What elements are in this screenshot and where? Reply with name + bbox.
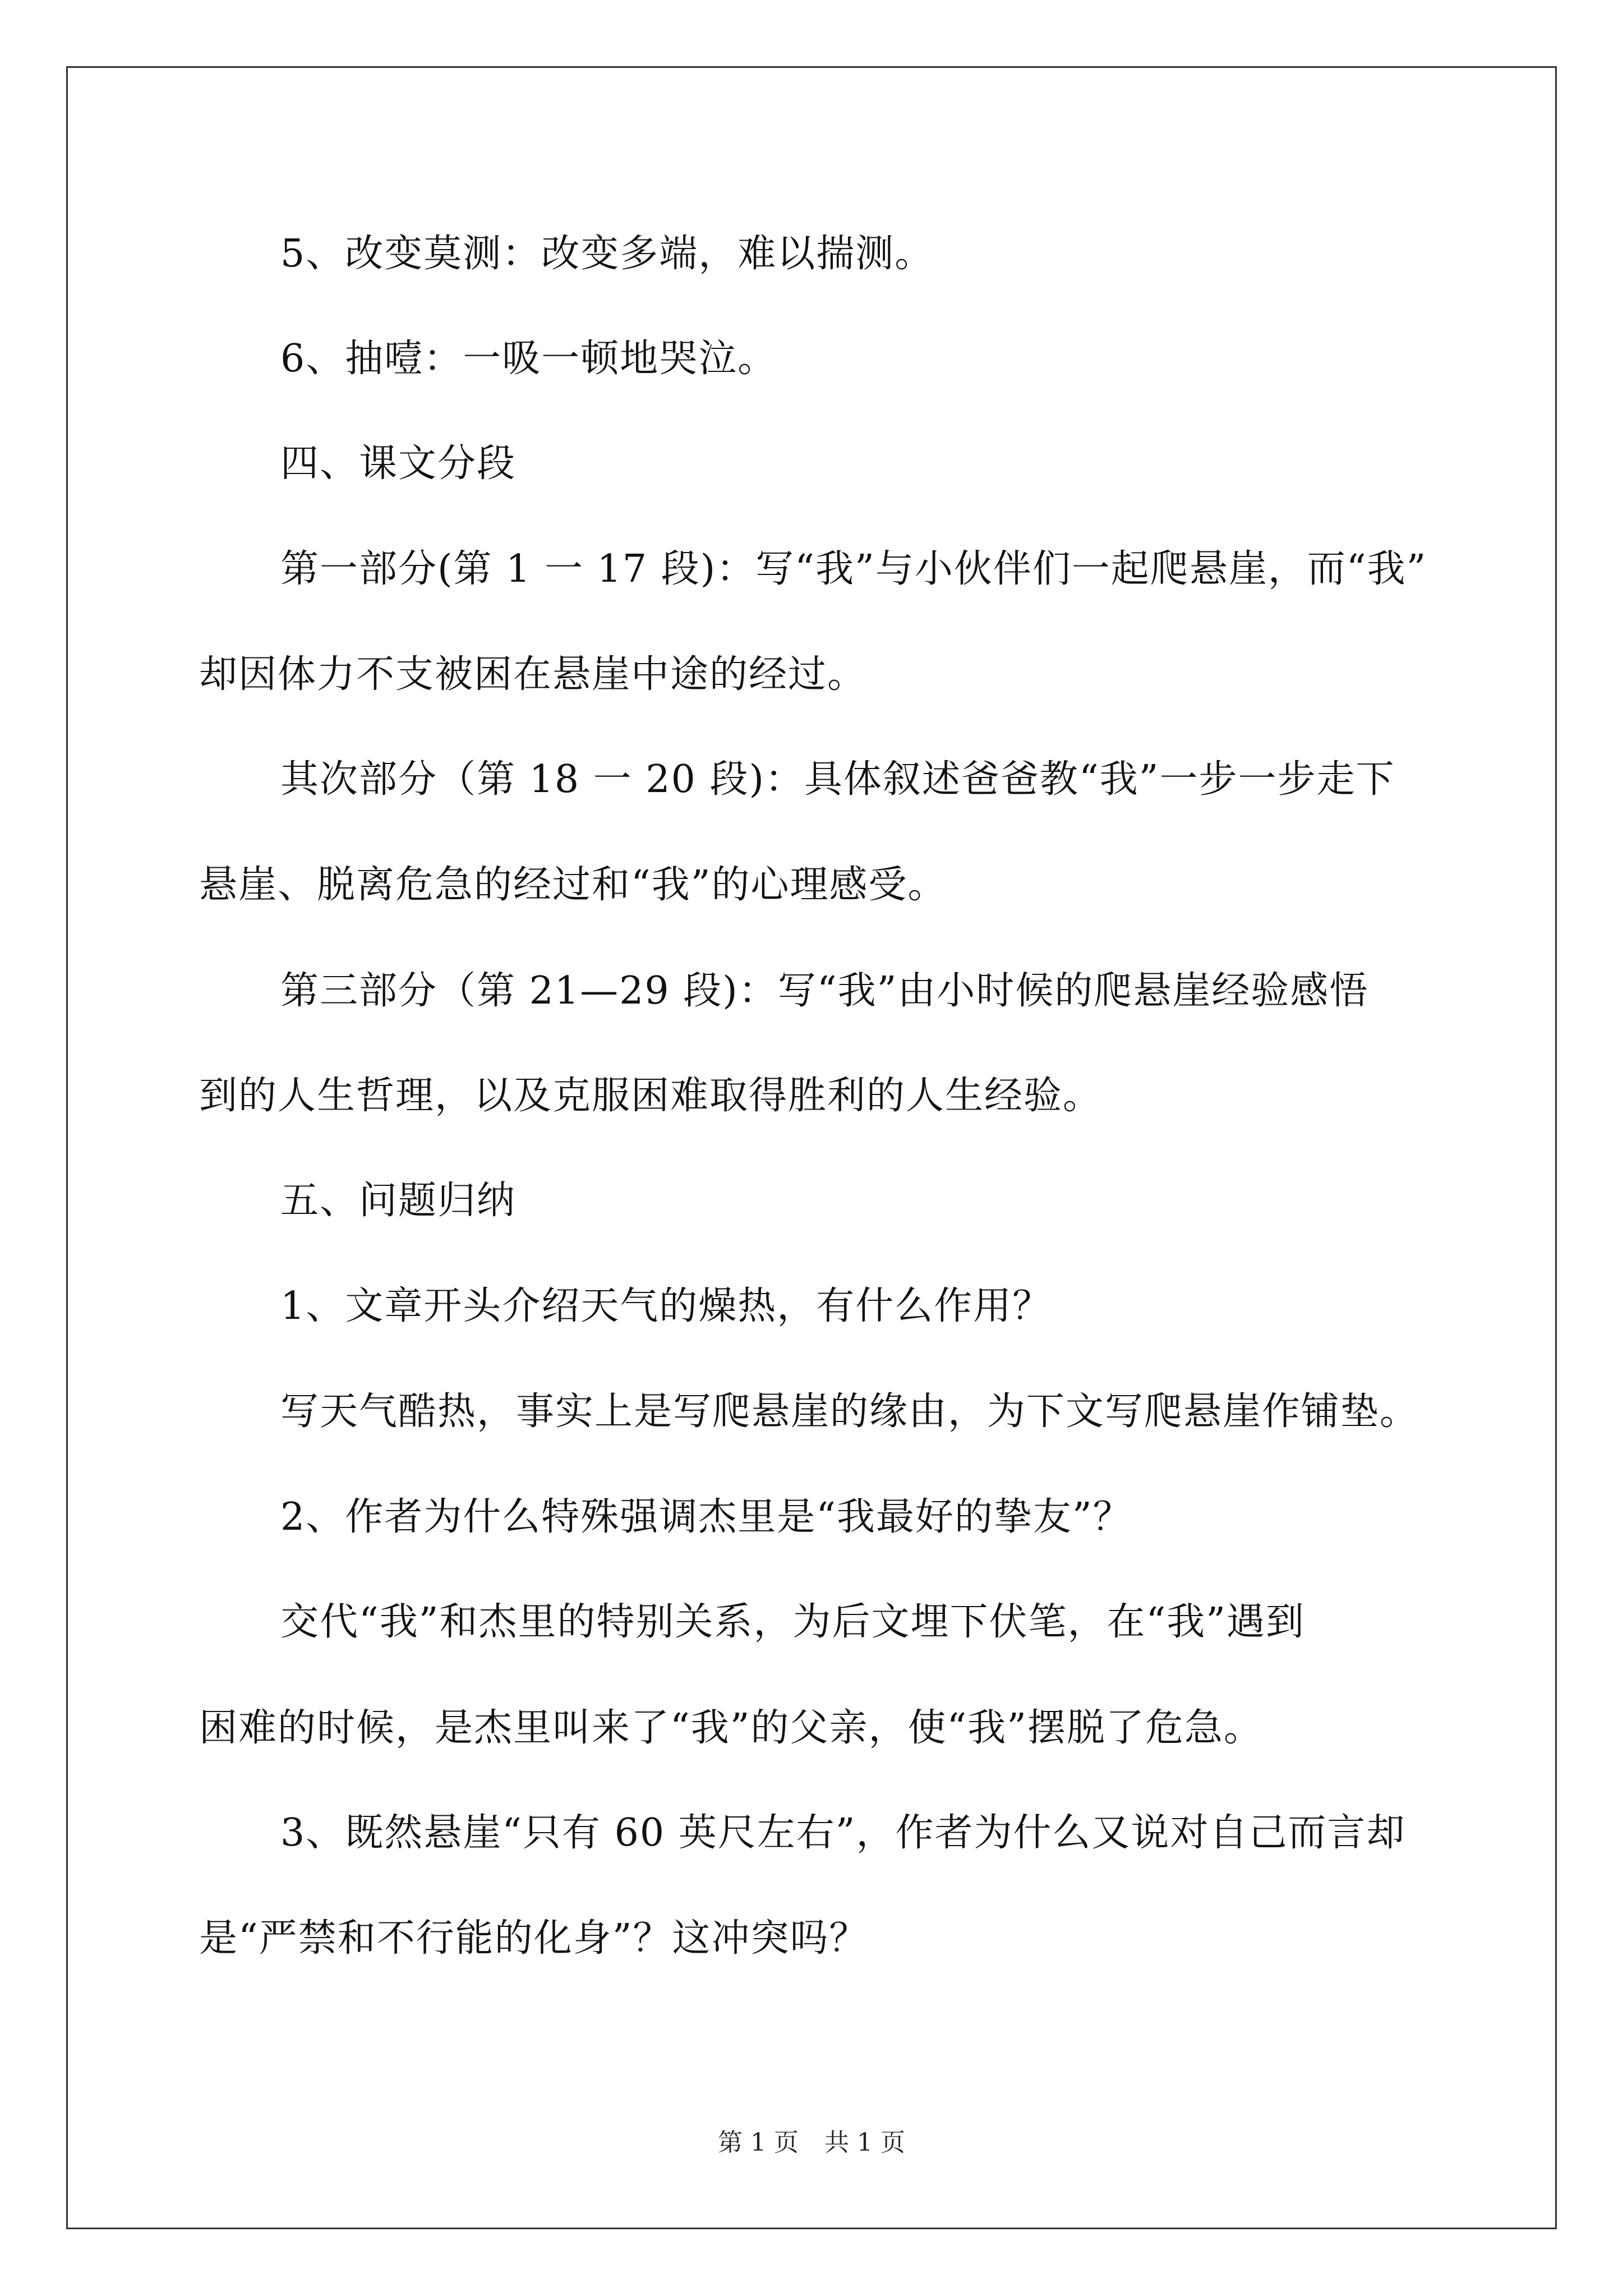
- text-line: 悬崖、脱离危急的经过和“我”的心理感受。: [199, 863, 947, 907]
- text-line: 第三部分（第 21—29 段)：写“我”由小时候的爬悬崖经验感悟: [280, 969, 1369, 1013]
- text-line: 其次部分（第 18 一 20 段)：具体叙述爸爸教“我”一步一步走下: [280, 757, 1395, 802]
- text-line: 到的人生哲理，以及克服困难取得胜利的人生经验。: [199, 1074, 1103, 1118]
- page-number: 第 1 页: [718, 2128, 799, 2157]
- text-line: 第一部分(第 1 一 17 段)：写“我”与小伙伴们一起爬悬崖，而“我”: [280, 547, 1427, 591]
- text-line: 5、改变莫测：改变多端，难以揣测。: [280, 232, 934, 276]
- text-line: 却因体力不支被困在悬崖中途的经过。: [199, 652, 867, 697]
- section-heading: 五、问题归纳: [280, 1179, 517, 1223]
- text-line: 困难的时候，是杰里叫来了“我”的父亲，使“我”摆脱了危急。: [199, 1706, 1264, 1750]
- text-line: 是“严禁和不行能的化身”？这冲突吗？: [199, 1916, 869, 1961]
- text-line: 3、既然悬崖“只有 60 英尺左右”，作者为什么又说对自己而言却: [280, 1811, 1406, 1855]
- text-line: 1、文章开头介绍天气的燥热，有什么作用？: [280, 1284, 1052, 1328]
- page-footer: [0, 2126, 1623, 2160]
- text-line: 6、抽噎：一吸一顿地哭泣。: [280, 337, 777, 381]
- text-line: 写天气酷热，事实上是写爬悬崖的缘由，为下文写爬悬崖作铺垫。: [280, 1389, 1419, 1434]
- text-line: 2、作者为什么特殊强调杰里是“我最好的挚友”？: [280, 1495, 1132, 1539]
- text-line: 交代“我”和杰里的特别关系，为后文埋下伏笔，在“我”遇到: [280, 1600, 1306, 1644]
- page-total: 共 1 页: [824, 2128, 905, 2157]
- section-heading: 四、课文分段: [280, 441, 517, 486]
- page-border: [66, 66, 1557, 2229]
